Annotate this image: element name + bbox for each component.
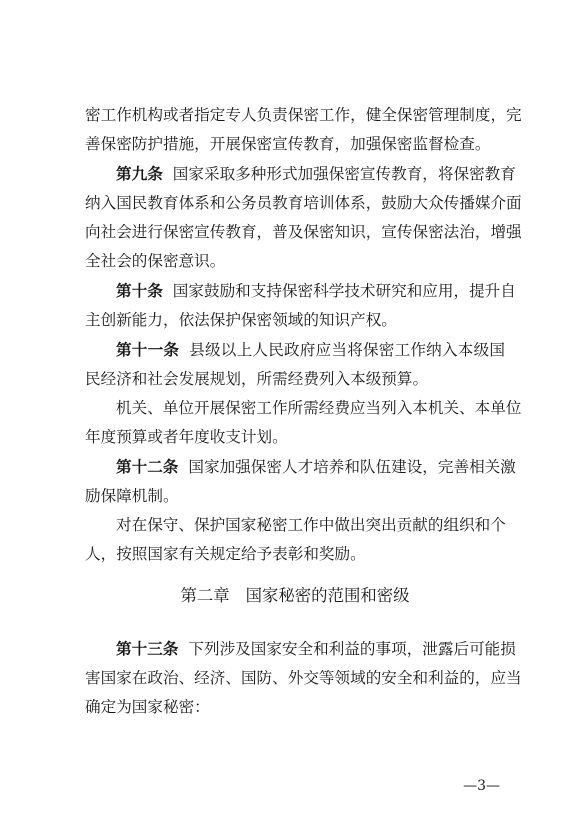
article-13-text: 下列涉及国家安全和利益的事项，泄露后可能损: [188, 640, 516, 658]
text-line: 密工作机构或者指定专人负责保密工作，健全保密管理制度，完: [85, 106, 522, 124]
article-10-line: [116, 280, 516, 302]
text-line: 民经济和社会发展规划，所需经费列入本级预算。: [85, 370, 429, 388]
article-11-text: 县级以上人民政府应当将保密工作纳入本级国: [189, 341, 505, 359]
text-line: 善保密防护措施，开展保密宣传教育，加强保密监督检查。: [85, 135, 491, 153]
text-line: 全社会的保密意识。: [85, 252, 226, 270]
page-number: —3—: [463, 778, 500, 794]
text-line: 主创新能力，依法保护保密领域的知识产权。: [85, 311, 397, 329]
chapter-title: 国家秘密的范围和密级: [245, 586, 410, 605]
article-10-text: 国家鼓励和支持保密科学技术研究和应用，提升自: [172, 282, 516, 300]
chapter-number: 第二章: [180, 586, 230, 605]
article-11-label: 第十一条: [116, 341, 180, 359]
article-13-label: 第十三条: [116, 640, 179, 658]
text-line: 对在保守、保护国家秘密工作中做出突出贡献的组织和个: [116, 516, 506, 534]
text-line: 机关、单位开展保密工作所需经费应当列入本机关、本单位: [116, 399, 522, 417]
text-line: 励保障机制。: [85, 487, 179, 505]
chapter-heading: [85, 584, 505, 608]
text-line: 向社会进行保密宣传教育，普及保密知识，宣传保密法治，增强: [85, 223, 522, 241]
article-12-line: [116, 456, 516, 478]
article-9-text: 国家采取多种形式加强保密宣传教育，将保密教育: [172, 165, 516, 183]
article-12-text: 国家加强保密人才培养和队伍建设，完善相关激: [188, 458, 516, 476]
article-9-line: [116, 163, 516, 185]
text-line: 人，按照国家有关规定给予表彰和奖励。: [85, 545, 366, 563]
article-12-label: 第十二条: [116, 458, 179, 476]
text-line: 确定为国家秘密：: [85, 698, 210, 716]
article-11-line: [116, 339, 505, 361]
text-line: 年度预算或者年度收支计划。: [85, 428, 288, 446]
article-9-label: 第九条: [116, 165, 163, 183]
article-10-label: 第十条: [116, 282, 163, 300]
text-line: 纳入国民教育体系和公务员教育培训体系，鼓励大众传播媒介面: [85, 194, 522, 212]
text-line: 害国家在政治、经济、国防、外交等领域的安全和利益的，应当: [85, 669, 522, 687]
article-13-line: [116, 638, 516, 660]
